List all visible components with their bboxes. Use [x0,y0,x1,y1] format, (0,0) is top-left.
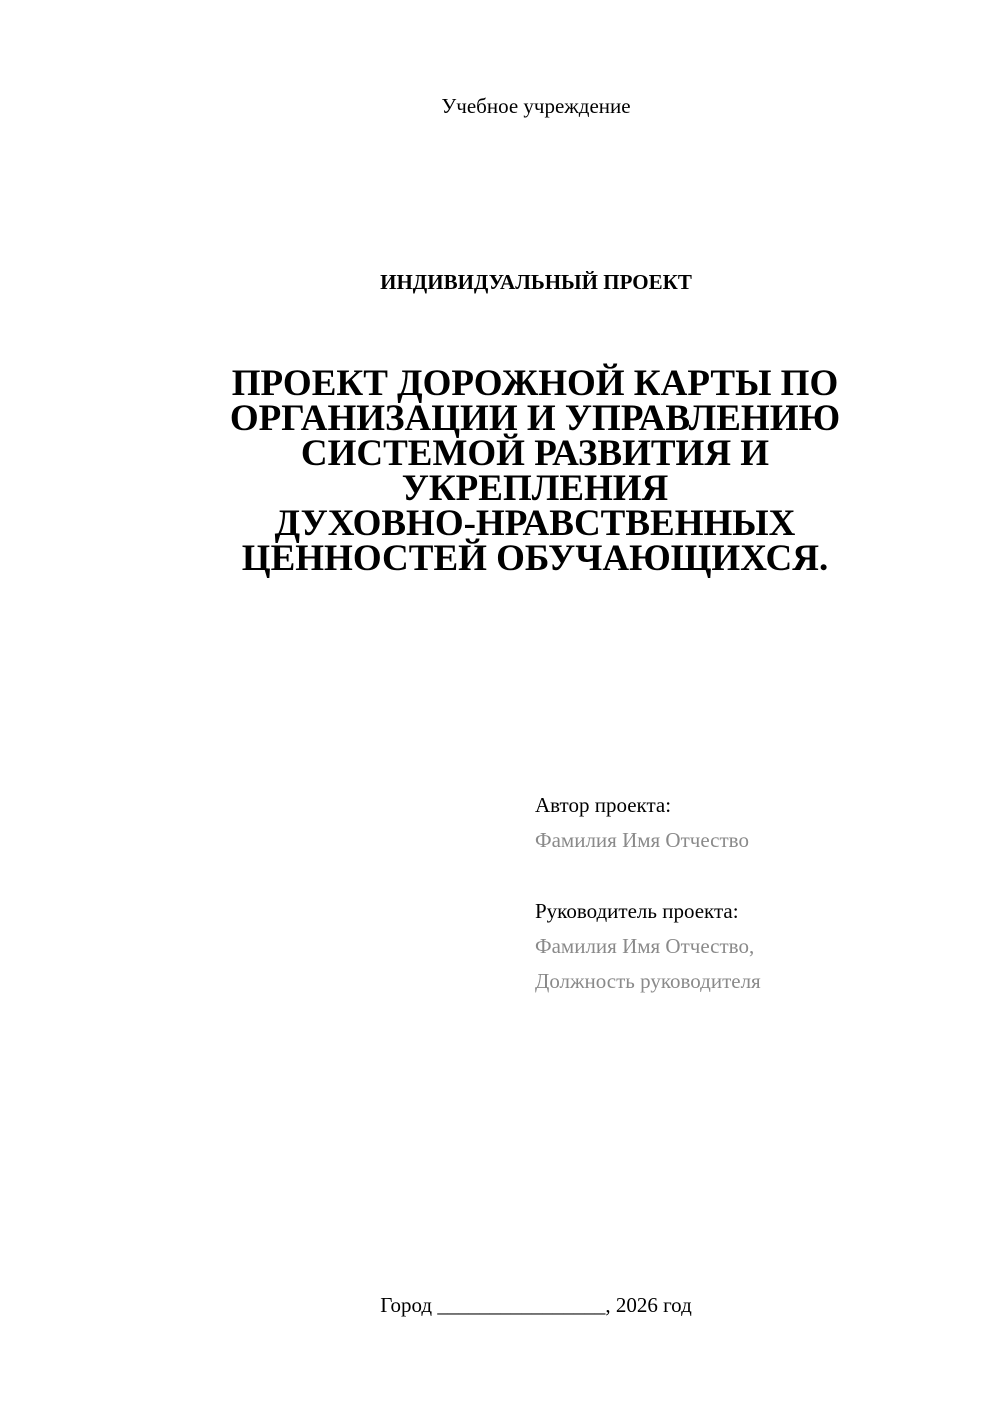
project-title-line: ОРГАНИЗАЦИИ И УПРАВЛЕНИЮ [229,398,841,439]
project-title-line: ДУХОВНО-НРАВСТВЕННЫХ [274,503,796,544]
project-title-line: ПРОЕКТ ДОРОЖНОЙ КАРТЫ ПО [231,363,839,404]
project-title-line: ЦЕННОСТЕЙ ОБУЧАЮЩИХСЯ. [241,538,829,579]
supervisor-label: Руководитель проекта: [535,899,739,923]
project-title-line: СИСТЕМОЙ РАЗВИТИЯ И [300,433,770,474]
author-name: Фамилия Имя Отчество [535,828,749,852]
document-type: ИНДИВИДУАЛЬНЫЙ ПРОЕКТ [380,270,692,294]
institution-name: Учебное учреждение [441,94,631,118]
supervisor-name: Фамилия Имя Отчество, [535,934,755,958]
project-title-line: УКРЕПЛЕНИЯ [401,468,669,509]
project-title [170,363,900,579]
supervisor-position: Должность руководителя [535,969,761,993]
credits-block [535,788,955,999]
city-year-line: Город ________________, 2026 год [380,1293,692,1317]
spacer [535,858,955,894]
author-label: Автор проекта: [535,793,672,817]
